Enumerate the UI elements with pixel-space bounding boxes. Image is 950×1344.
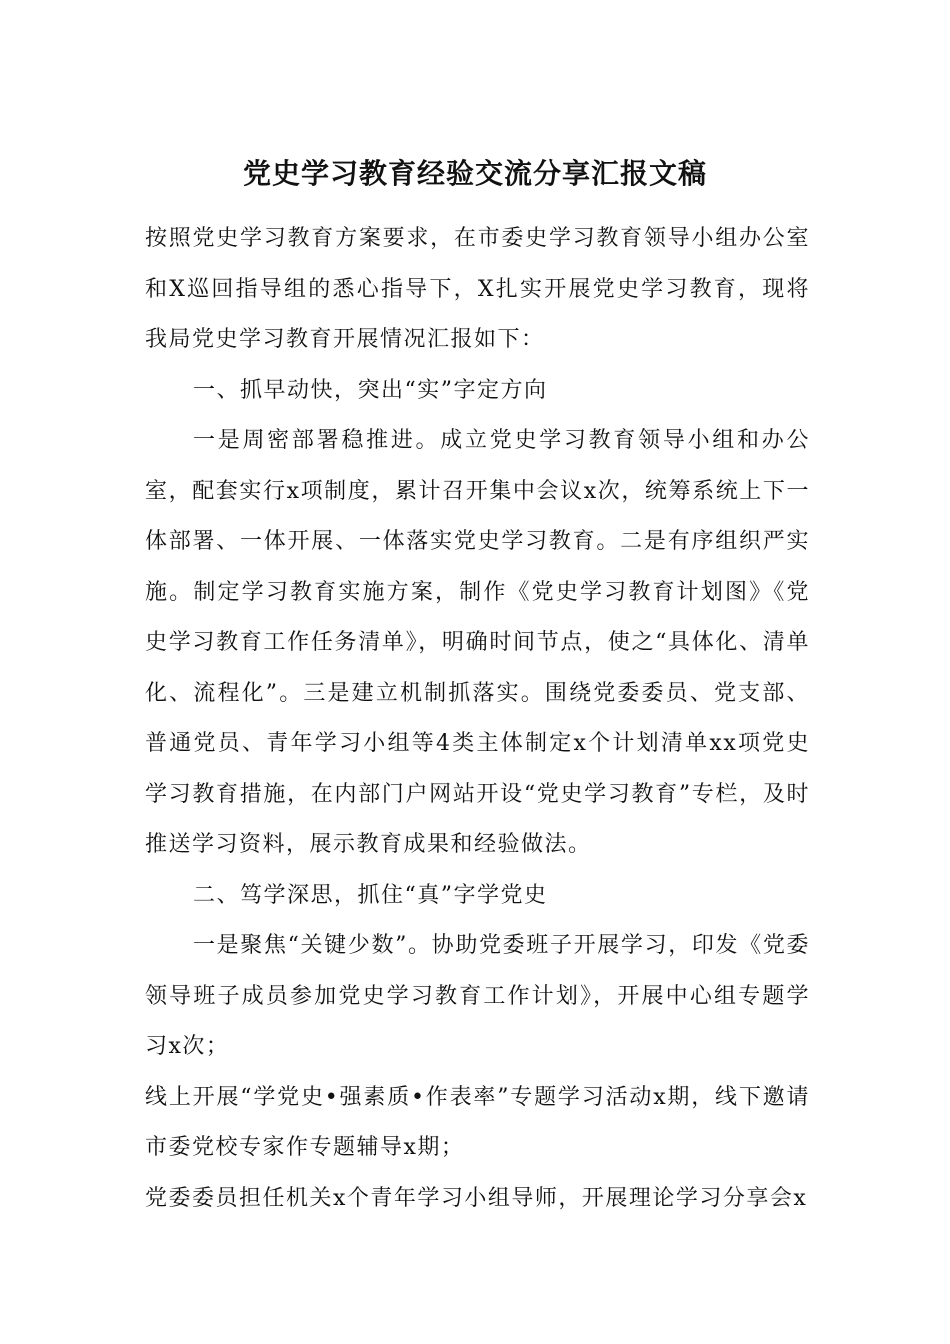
section-heading-2: 二、笃学深思，抓住“真”字学党史 [193, 882, 548, 908]
section-2-paragraph-2: 线上开展“学党史•强素质•作表率”专题学习活动x期，线下邀请市委党校专家作专题辅导x期； [145, 1084, 810, 1160]
section-heading-1: 一、抓早动快，突出“实”字定方向 [193, 377, 548, 403]
section-1-paragraph: 一是周密部署稳推进。成立党史学习教育领导小组和办公室，配套实行x项制度，累计召开集中会议x次，统筹系统上下一体部署、一体开展、一体落实党史学习教育。二是有序组织严实施。制定学习教育实施方案，制作《党史学习教育计划图》《党史学习教育工作任务清单》，明确时间节点，使之“具体化、清单化、流程化”。三是建立机制抓落实。围绕党委委员、党支部、普通党员、青年学习小组等4类主体制定x个计划清单xx项党史学习教育措施，在内部门户网站开设“党史学习教育”专栏，及时推送学习资料，展示教育成果和经验做法。 [145, 428, 810, 857]
document-body [145, 214, 810, 1224]
section-2-paragraph-3: 党委委员担任机关x个青年学习小组导师，开展理论学习分享会x [145, 1185, 808, 1211]
intro-paragraph: 按照党史学习教育方案要求，在市委史学习教育领导小组办公室和X巡回指导组的悉心指导下，X扎实开展党史学习教育，现将我局党史学习教育开展情况汇报如下： [145, 226, 810, 352]
section-2-paragraph-1: 一是聚焦“关键少数”。协助党委班子开展学习，印发《党委领导班子成员参加党史学习教育工作计划》，开展中心组专题学习x次； [145, 933, 810, 1059]
document-title: 党史学习教育经验交流分享汇报文稿 [242, 157, 707, 190]
